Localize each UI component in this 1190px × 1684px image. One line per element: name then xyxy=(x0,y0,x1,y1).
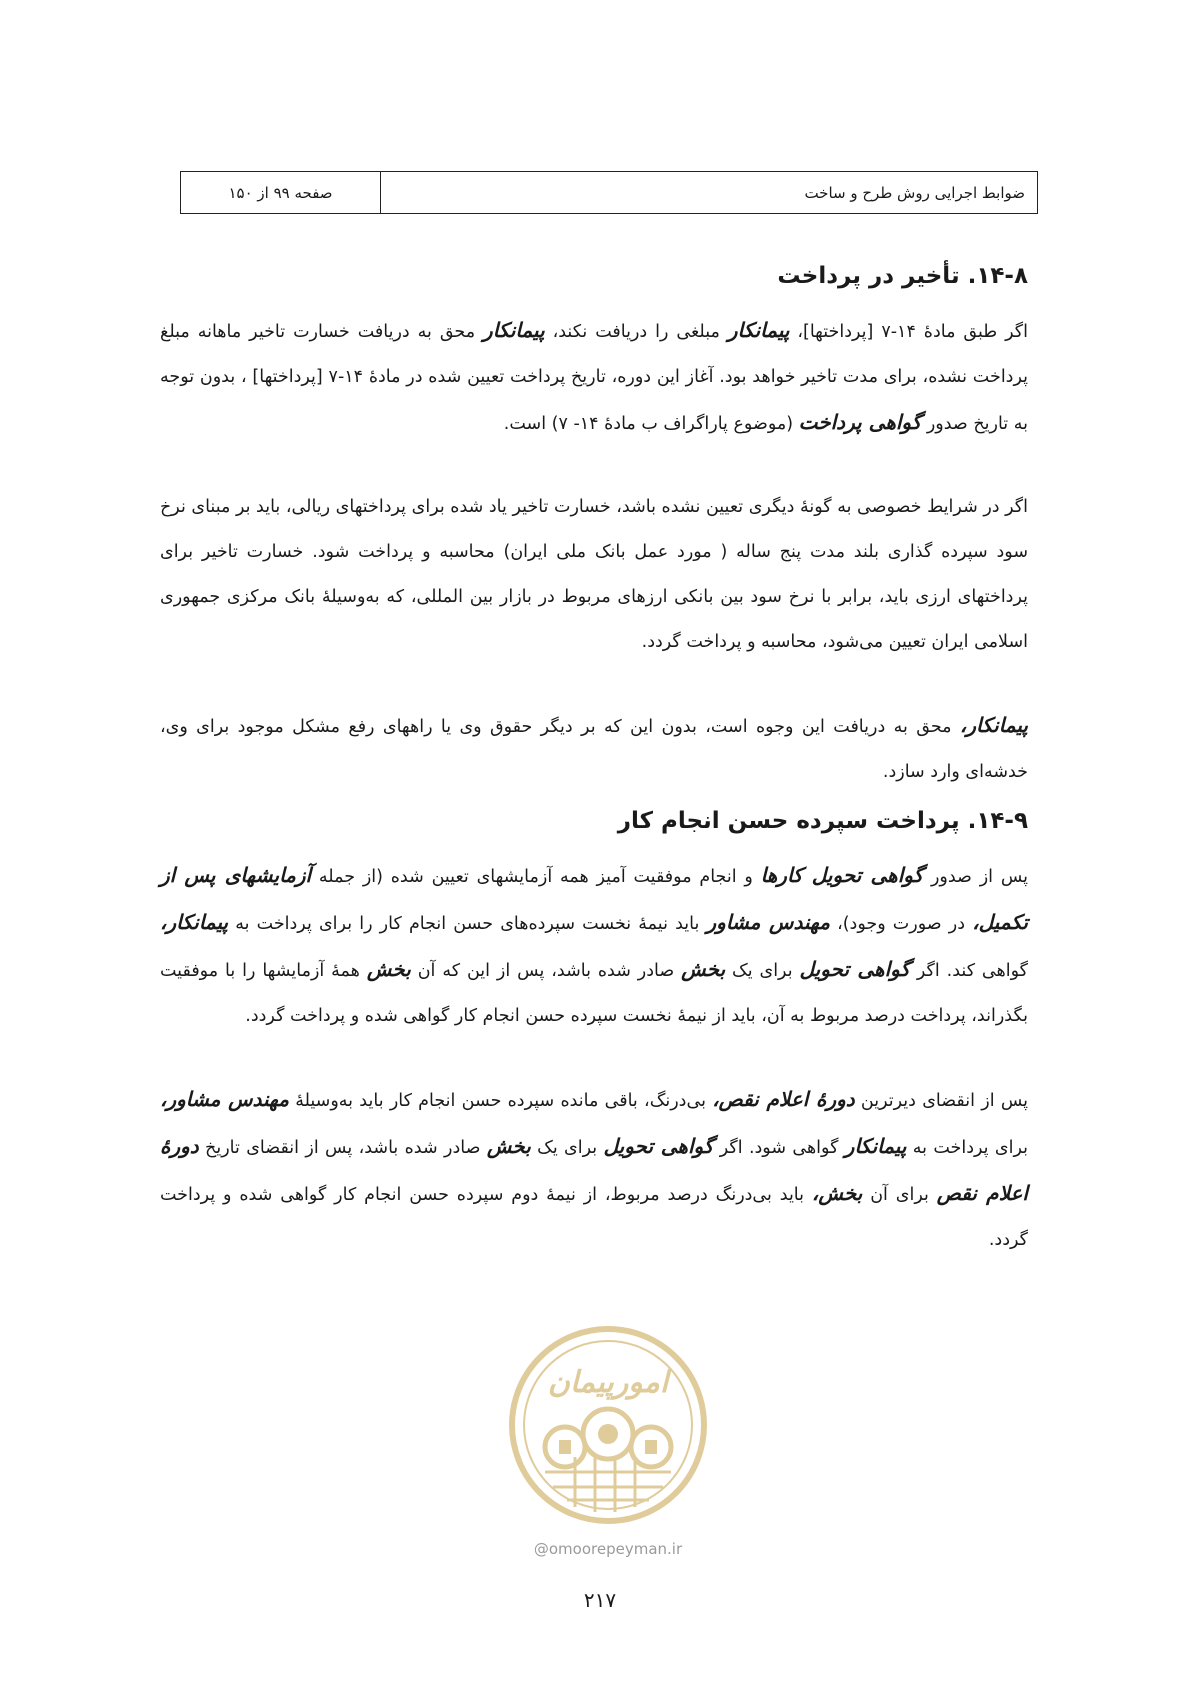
watermark-url: @omoorepeyman.ir xyxy=(533,1540,683,1558)
main-content xyxy=(160,258,1028,1263)
term: آزمایشهای پس از تکمیل، xyxy=(160,863,1028,934)
section-heading-14-9: ۱۴-۹. پرداخت سپرده حسن انجام کار xyxy=(617,808,1028,834)
term: پیمانکار، xyxy=(160,910,229,934)
term: پیمانکار xyxy=(727,318,790,342)
header-table xyxy=(180,171,1038,214)
term: پیمانکار، xyxy=(959,713,1028,737)
term: مهندس مشاور، xyxy=(160,1087,289,1111)
term: بخش xyxy=(366,957,411,981)
term: گواهی تحویل xyxy=(799,957,910,981)
page-info: صفحه ۹۹ از ۱۵۰ xyxy=(181,172,381,213)
term: دورۀ اعلام نقص، xyxy=(712,1087,855,1111)
term: بخش xyxy=(681,957,726,981)
document-title: ضوابط اجرایی روش طرح و ساخت xyxy=(804,183,1025,202)
term: بخش، xyxy=(811,1181,863,1205)
paragraph: اگر طبق مادۀ ۱۴-۷ [پرداختها]، پیمانکار مبلغی را دریافت نکند، پیمانکار محق به دریافت خسارت تاخیر ماهانه مبلغ پرداخت نشده، برای مدت تاخیر خواهد بود. آغاز این دوره، تاریخ پرداخت تعیین شده در مادۀ ۱۴-۷ [پرداختها] ، بدون توجه به تاریخ صدور گواهی پرداخت (موضوع پاراگراف ب مادۀ ۱۴- ۷) است. xyxy=(160,318,1029,434)
term: مهندس مشاور xyxy=(706,910,830,934)
term: گواهی تحویل xyxy=(603,1134,714,1158)
paragraph: پیمانکار، محق به دریافت این وجوه است، بدون این که بر دیگر حقوق وی یا راههای رفع مشکل موجود برای وی، خدشه‌ای وارد سازد. xyxy=(160,713,1028,782)
term: بخش xyxy=(486,1134,531,1158)
term: پیمانکار xyxy=(844,1134,907,1158)
page-number: ۲۱۷ xyxy=(583,1588,617,1612)
paragraph: اگر در شرایط خصوصی به گونۀ دیگری تعیین نشده باشد، خسارت تاخیر یاد شده برای پرداختهای ریالی، باید بر مبنای نرخ سود سپرده گذاری بلند مدت پنج ساله ( مورد عمل بانک ملی ایران) محاسبه و پرداخت شود. خسارت تاخیر برای پرداختهای ارزی باید، برابر با نرخ سود بین بانکی ارزهای مربوط در بازار بین المللی، که به‌وسیلۀ بانک مرکزی جمهوری اسلامی ایران تعیین می‌شود، محاسبه و پرداخت گردد. xyxy=(160,497,1028,652)
section-heading-14-8: ۱۴-۸. تأخیر در پرداخت xyxy=(777,263,1028,289)
term: دورۀ اعلام نقص xyxy=(160,1134,1028,1205)
term: پیمانکار xyxy=(483,318,545,342)
watermark-logo xyxy=(505,1322,711,1528)
paragraph: پس از انقضای دیرترین دورۀ اعلام نقص، بی‌درنگ، باقی مانده سپرده حسن انجام کار باید به‌وسیلۀ مهندس مشاور، برای پرداخت به پیمانکار گواهی شود. اگر گواهی تحویل برای یک بخش صادر شده باشد، پس از انقضای تاریخ دورۀ اعلام نقص برای آن بخش، باید بی‌درنگ درصد مربوط، از نیمۀ دوم سپرده حسن انجام کار گواهی شده و پرداخت گردد. xyxy=(160,1087,1029,1250)
paragraph: پس از صدور گواهی تحویل کارها و انجام موفقیت آمیز همه آزمایشهای تعیین شده (از جمله آزمایشهای پس از تکمیل، در صورت وجود)، مهندس مشاور باید نیمۀ نخست سپرده‌های حسن انجام کار را برای پرداخت به پیمانکار، گواهی کند. اگر گواهی تحویل برای یک بخش صادر شده باشد، پس از این که آن بخش همۀ آزمایشها را با موفقیت بگذراند، پرداخت درصد مربوط به آن، باید از نیمۀ نخست سپرده حسن انجام کار گواهی شده و پرداخت گردد. xyxy=(160,863,1028,1026)
term: گواهی تحویل کارها xyxy=(760,863,924,887)
term: گواهی پرداخت xyxy=(798,410,922,434)
svg-text:امورپیمان: امورپیمان xyxy=(547,1365,669,1400)
